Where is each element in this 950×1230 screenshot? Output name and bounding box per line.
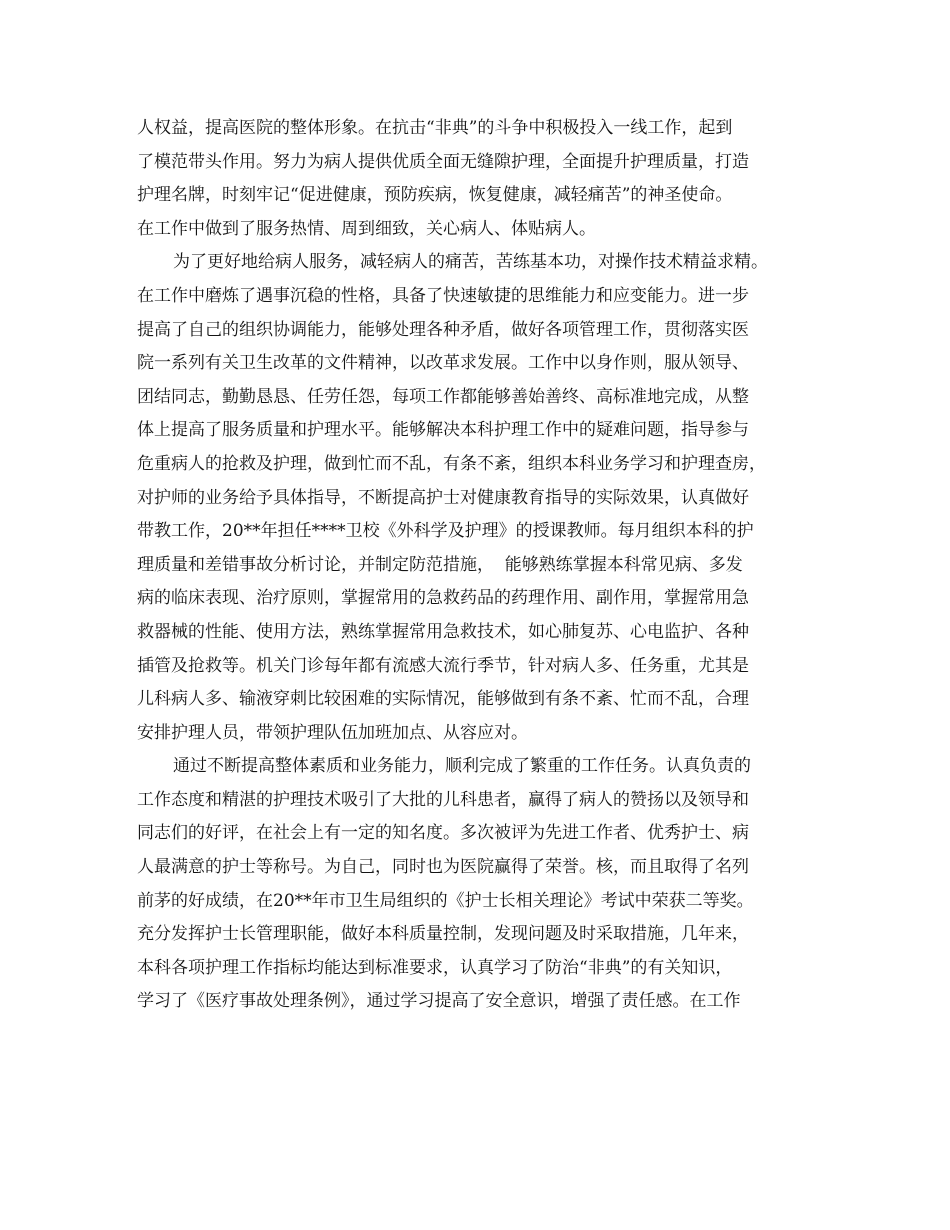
text-line: 对护师的业务给予具体指导，不断提高护士对健康教育指导的实际效果，认真做好 <box>137 487 749 508</box>
text-line: 安排护理人员，带领护理队伍加班加点、从容应对。 <box>137 722 528 743</box>
text-line: 护理名牌，时刻牢记“促进健康，预防疾病，恢复健康，减轻痛苦”的神圣使命。 <box>137 185 733 206</box>
text-line: 为了更好地给病人服务，减轻病人的痛苦，苦练基本功，对操作技术精益求精。 <box>173 252 768 273</box>
document-body-text <box>137 112 827 1019</box>
text-line: 团结同志，勤勤恳恳、任劳任怨，每项工作都能够善始善终、高标准地完成，从整 <box>137 386 749 407</box>
text-line: 在工作中做到了服务热情、周到细致，关心病人、体贴病人。 <box>137 218 596 239</box>
text-line: 体上提高了服务质量和护理水平。能够解决本科护理工作中的疑难问题，指导参与 <box>137 420 749 441</box>
text-line: 通过不断提高整体素质和业务能力，顺利完成了繁重的工作任务。认真负责的 <box>173 756 751 777</box>
text-line: 救器械的性能、使用方法，熟练掌握常用急救技术，如心肺复苏、心电监护、各种 <box>137 621 749 642</box>
text-line: 插管及抢救等。机关门诊每年都有流感大流行季节，针对病人多、任务重，尤其是 <box>137 655 749 676</box>
text-line: 同志们的好评，在社会上有一定的知名度。多次被评为先进工作者、优秀护士、病 <box>137 823 749 844</box>
text-line: 工作态度和精湛的护理技术吸引了大批的儿科患者，赢得了病人的赞扬以及领导和 <box>137 789 749 810</box>
text-line: 在工作中磨炼了遇事沉稳的性格，具备了快速敏捷的思维能力和应变能力。进一步 <box>137 285 749 306</box>
text-line: 儿科病人多、输液穿刺比较困难的实际情况，能够做到有条不紊、忙而不乱，合理 <box>137 689 749 710</box>
text-line: 危重病人的抢救及护理，做到忙而不乱，有条不紊，组织本科业务学习和护理查房， <box>137 453 766 474</box>
text-line: 提高了自己的组织协调能力，能够处理各种矛盾，做好各项管理工作，贯彻落实医 <box>137 319 749 340</box>
text-line: 前茅的好成绩，在20**年市卫生局组织的《护士长相关理论》考试中荣获二等奖。 <box>137 890 754 911</box>
text-line: 带教工作，20**年担任****卫校《外科学及护理》的授课教师。每月组织本科的护 <box>137 521 754 542</box>
text-line: 学习了《医疗事故处理条例》，通过学习提高了安全意识，增强了责任感。在工作 <box>137 991 741 1012</box>
text-line: 理质量和差错事故分析讨论，并制定防范措施， 能够熟练掌握本科常见病、多发 <box>137 554 743 575</box>
text-line: 了模范带头作用。努力为病人提供优质全面无缝隙护理，全面提升护理质量，打造 <box>137 151 749 172</box>
text-line: 充分发挥护士长管理职能，做好本科质量控制，发现问题及时采取措施，几年来， <box>137 924 749 945</box>
text-line: 病的临床表现、治疗原则，掌握常用的急救药品的药理作用、副作用，掌握常用急 <box>137 588 749 609</box>
text-line: 院一系列有关卫生改革的文件精神，以改革求发展。工作中以身作则，服从领导、 <box>137 353 749 374</box>
text-line: 人最满意的护士等称号。为自己，同时也为医院赢得了荣誉。核，而且取得了名列 <box>137 857 749 878</box>
text-line: 人权益，提高医院的整体形象。在抗击“非典”的斗争中积极投入一线工作，起到 <box>137 118 733 138</box>
text-line: 本科各项护理工作指标均能达到标准要求，认真学习了防治“非典”的有关知识， <box>137 957 733 978</box>
